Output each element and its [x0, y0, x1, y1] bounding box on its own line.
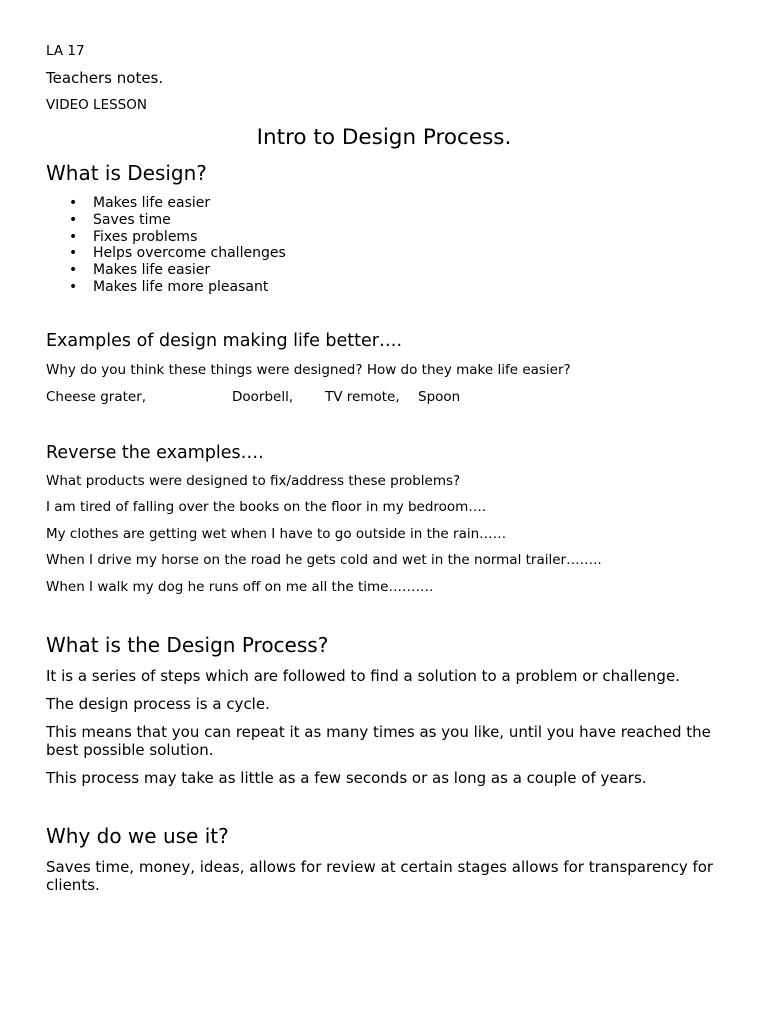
lesson-code: LA 17: [46, 43, 85, 59]
document-title: Intro to Design Process.: [256, 125, 512, 150]
why-use-heading: Why do we use it?: [46, 824, 229, 848]
problem-line: My clothes are getting wet when I have to go outside in the rain……: [46, 526, 507, 542]
bullet-icon: •: [69, 211, 78, 228]
example-item: Doorbell,: [232, 389, 294, 405]
reverse-examples-heading: Reverse the examples….: [46, 443, 264, 463]
paragraph: It is a series of steps which are followed to find a solution to a problem or challenge.: [46, 667, 680, 685]
examples-heading: Examples of design making life better….: [46, 331, 403, 351]
example-item: Spoon: [418, 389, 461, 405]
example-item: Cheese grater,: [46, 389, 147, 405]
bullet-icon: •: [69, 245, 78, 262]
paragraph: This means that you can repeat it as many times as you like, until you have reached the best possible solution.: [46, 723, 711, 759]
list-item: • Makes life easier: [69, 195, 211, 211]
list-item: • Saves time: [69, 211, 171, 228]
paragraph: The design process is a cycle.: [46, 695, 270, 713]
paragraph: Saves time, money, ideas, allows for review at certain stages allows for transparency for clients.: [46, 858, 714, 894]
example-item: TV remote,: [325, 389, 400, 405]
what-is-design-heading: What is Design?: [46, 161, 207, 185]
design-process-heading: What is the Design Process?: [46, 633, 329, 657]
list-item: • Makes life more pleasant: [69, 278, 269, 295]
bullet-icon: •: [69, 195, 78, 211]
examples-question: Why do you think these things were designed? How do they make life easier?: [46, 362, 571, 378]
reverse-question: What products were designed to fix/address these problems?: [46, 473, 461, 489]
teachers-notes-label: Teachers notes.: [46, 69, 164, 87]
problem-line: When I walk my dog he runs off on me all the time……….: [46, 579, 434, 595]
bullet-icon: •: [69, 278, 78, 295]
problem-line: When I drive my horse on the road he gets cold and wet in the normal trailer……..: [46, 552, 602, 568]
bullet-icon: •: [69, 262, 78, 279]
paragraph: This process may take as little as a few seconds or as long as a couple of years.: [46, 769, 647, 787]
list-item: • Makes life easier: [69, 262, 211, 279]
problem-line: I am tired of falling over the books on the floor in my bedroom….: [46, 499, 487, 515]
design-benefits-list: [46, 195, 286, 296]
list-item: • Helps overcome challenges: [69, 245, 286, 262]
list-item: • Fixes problems: [69, 228, 198, 245]
bullet-icon: •: [69, 228, 78, 245]
lesson-type: VIDEO LESSON: [46, 97, 147, 113]
